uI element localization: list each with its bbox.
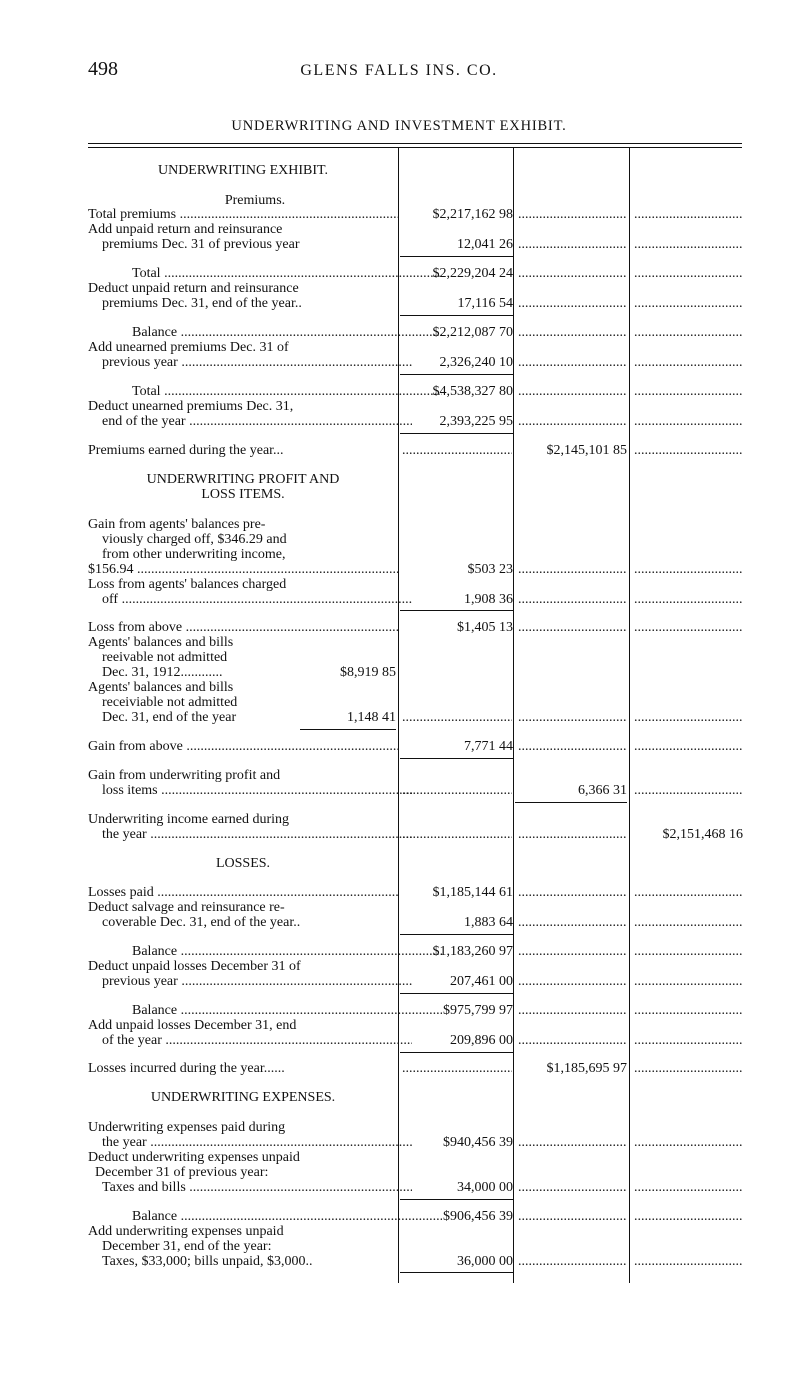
amount: $2,145,101 85 <box>546 443 627 458</box>
leader-dots <box>634 885 742 900</box>
line-label: Gain from above ..... <box>88 739 398 754</box>
amount: 2,326,240 10 <box>439 355 513 370</box>
line-label: Agents' balances and bills <box>88 635 234 650</box>
line-label: the year ..... <box>88 1135 412 1150</box>
leader-dots <box>634 207 742 222</box>
leader-dots <box>518 562 626 577</box>
leader-dots <box>634 620 742 635</box>
leader-dots <box>518 944 626 959</box>
line-label: Add unearned premiums Dec. 31 of <box>88 340 289 355</box>
sum-rule <box>400 433 513 434</box>
line-label: Deduct unearned premiums Dec. 31, <box>88 399 294 414</box>
line-label: December 31, end of the year: <box>102 1239 272 1254</box>
line-label: Total premiums ..... <box>88 207 398 222</box>
line-label: Premiums earned during the year... <box>88 443 284 458</box>
leader-dots <box>518 739 626 754</box>
amount: 7,771 44 <box>464 739 513 754</box>
amount: 34,000 00 <box>457 1180 513 1195</box>
leader-dots <box>518 355 626 370</box>
line-label: Balance ..... <box>88 325 442 340</box>
line-label: the year ..... <box>88 827 412 842</box>
line-label: Balance ..... <box>88 1209 442 1224</box>
sum-rule <box>400 256 513 257</box>
line-label: viously charged off, $346.29 and <box>102 532 287 547</box>
leader-dots <box>634 1254 742 1269</box>
leader-dots <box>402 827 512 842</box>
line-label: Loss from agents' balances charged <box>88 577 287 592</box>
top-double-rule <box>88 143 742 144</box>
section-heading-losses: LOSSES. <box>215 856 271 871</box>
section-heading-profit-loss-2: LOSS ITEMS. <box>201 487 285 502</box>
line-label: Deduct unpaid return and reinsurance <box>88 281 299 296</box>
amount: $1,405 13 <box>457 620 513 635</box>
leader-dots <box>518 1033 626 1048</box>
line-label: Add unpaid losses December 31, end <box>88 1018 297 1033</box>
line-label: Losses paid ..... <box>88 885 398 900</box>
sum-rule <box>400 993 513 994</box>
leader-dots <box>518 1135 626 1150</box>
amount: $1,185,695 97 <box>546 1061 627 1076</box>
sum-rule <box>400 1199 513 1200</box>
leader-dots <box>634 944 742 959</box>
leader-dots <box>518 414 626 429</box>
line-label: Deduct unpaid losses December 31 of <box>88 959 301 974</box>
leader-dots <box>518 827 626 842</box>
section-heading-expenses: UNDERWRITING EXPENSES. <box>150 1090 336 1105</box>
leader-dots <box>634 915 742 930</box>
amount: $2,151,468 16 <box>662 827 743 842</box>
top-double-rule-2 <box>88 147 742 148</box>
line-label: loss items ..... <box>88 783 412 798</box>
line-label: Balance ..... <box>88 1003 442 1018</box>
sum-rule <box>400 374 513 375</box>
amount: 6,366 31 <box>578 783 627 798</box>
page-number: 498 <box>88 58 118 80</box>
leader-dots <box>634 296 742 311</box>
sum-rule <box>300 729 396 730</box>
amount: $2,229,204 24 <box>432 266 513 281</box>
line-label: previous year ..... <box>88 974 412 989</box>
line-label: Taxes, $33,000; bills unpaid, $3,000.. <box>102 1254 313 1269</box>
leader-dots <box>634 355 742 370</box>
leader-dots <box>518 1180 626 1195</box>
line-label: Gain from underwriting profit and <box>88 768 281 783</box>
leader-dots <box>518 1254 626 1269</box>
line-label: Deduct salvage and reinsurance re- <box>88 900 285 915</box>
leader-dots <box>518 1003 626 1018</box>
sum-rule <box>400 758 513 759</box>
leader-dots <box>518 592 626 607</box>
line-label: Balance ..... <box>88 944 442 959</box>
running-head: GLENS FALLS INS. CO. <box>300 62 498 79</box>
leader-dots <box>402 443 512 458</box>
leader-dots <box>634 739 742 754</box>
section-heading-profit-loss: UNDERWRITING PROFIT AND <box>146 472 340 487</box>
amount: $1,183,260 97 <box>432 944 513 959</box>
line-label: Taxes and bills ..... <box>88 1180 412 1195</box>
amount: $503 23 <box>467 562 513 577</box>
line-label: Dec. 31, end of the year <box>102 710 237 725</box>
leader-dots <box>634 562 742 577</box>
leader-dots <box>634 1033 742 1048</box>
line-label: end of the year ..... <box>88 414 412 429</box>
amount: 36,000 00 <box>457 1254 513 1269</box>
leader-dots <box>518 1209 626 1224</box>
leader-dots <box>402 783 512 798</box>
line-label: from other underwriting income, <box>102 547 286 562</box>
line-label: Total ..... <box>88 384 442 399</box>
amount: 207,461 00 <box>450 974 513 989</box>
amount: $975,799 97 <box>443 1003 513 1018</box>
amount: $906,456 39 <box>443 1209 513 1224</box>
leader-dots <box>634 325 742 340</box>
leader-dots <box>518 325 626 340</box>
line-label: Total ..... <box>88 266 442 281</box>
sum-rule <box>400 1272 513 1273</box>
column-divider <box>513 148 514 1283</box>
leader-dots <box>402 1061 512 1076</box>
line-label: previous year ..... <box>88 355 412 370</box>
leader-dots <box>634 1135 742 1150</box>
sum-rule <box>400 934 513 935</box>
amount: $940,456 39 <box>443 1135 513 1150</box>
leader-dots <box>402 710 512 725</box>
line-label: of the year ..... <box>88 1033 412 1048</box>
leader-dots <box>518 915 626 930</box>
amount: 1,883 64 <box>464 915 513 930</box>
inner-amount: $8,919 85 <box>340 665 396 680</box>
leader-dots <box>518 266 626 281</box>
line-label: Dec. 31, 1912............ <box>102 665 223 680</box>
leader-dots <box>634 974 742 989</box>
amount: $2,217,162 98 <box>432 207 513 222</box>
sum-rule <box>400 315 513 316</box>
inner-amount: 1,148 41 <box>347 710 396 725</box>
leader-dots <box>518 296 626 311</box>
line-label: Gain from agents' balances pre- <box>88 517 266 532</box>
leader-dots <box>634 1003 742 1018</box>
line-label: premiums Dec. 31 of previous year <box>102 237 300 252</box>
leader-dots <box>518 885 626 900</box>
leader-dots <box>634 266 742 281</box>
line-label: premiums Dec. 31, end of the year.. <box>102 296 302 311</box>
leader-dots <box>634 384 742 399</box>
leader-dots <box>634 1061 742 1076</box>
leader-dots <box>634 1209 742 1224</box>
exhibit-title: UNDERWRITING AND INVESTMENT EXHIBIT. <box>231 118 567 134</box>
amount: $1,185,144 61 <box>432 885 513 900</box>
leader-dots <box>634 783 742 798</box>
amount: 209,896 00 <box>450 1033 513 1048</box>
amount: 12,041 26 <box>457 237 513 252</box>
line-label: Underwriting income earned during <box>88 812 289 827</box>
line-label: coverable Dec. 31, end of the year.. <box>102 915 301 930</box>
line-label: reeivable not admitted <box>102 650 228 665</box>
section-heading-underwriting: UNDERWRITING EXHIBIT. <box>157 163 329 178</box>
amount: $4,538,327 80 <box>432 384 513 399</box>
sum-rule <box>400 1052 513 1053</box>
amount: $2,212,087 70 <box>432 325 513 340</box>
leader-dots <box>634 710 742 725</box>
leader-dots <box>634 443 742 458</box>
line-label: Add unpaid return and reinsurance <box>88 222 283 237</box>
leader-dots <box>634 237 742 252</box>
leader-dots <box>518 974 626 989</box>
line-label: December 31 of previous year: <box>95 1165 269 1180</box>
leader-dots <box>518 207 626 222</box>
amount: 17,116 54 <box>457 296 513 311</box>
sum-rule <box>515 802 627 803</box>
leader-dots <box>634 1180 742 1195</box>
leader-dots <box>518 620 626 635</box>
line-label: off ..... <box>88 592 412 607</box>
sum-rule <box>400 610 513 611</box>
column-divider <box>629 148 630 1283</box>
line-label: Underwriting expenses paid during <box>88 1120 286 1135</box>
column-divider <box>398 148 399 1283</box>
line-label: receiviable not admitted <box>102 695 238 710</box>
leader-dots <box>518 237 626 252</box>
leader-dots <box>634 592 742 607</box>
line-label: Deduct underwriting expenses unpaid <box>88 1150 300 1165</box>
amount: 2,393,225 95 <box>439 414 513 429</box>
amount: 1,908 36 <box>464 592 513 607</box>
line-label: Loss from above ..... <box>88 620 398 635</box>
line-label: $156.94 ..... <box>88 562 398 577</box>
leader-dots <box>634 414 742 429</box>
line-label: Losses incurred during the year...... <box>88 1061 285 1076</box>
leader-dots <box>518 710 626 725</box>
subheading-premiums: Premiums. <box>224 193 286 208</box>
line-label: Agents' balances and bills <box>88 680 234 695</box>
leader-dots <box>518 384 626 399</box>
line-label: Add underwriting expenses unpaid <box>88 1224 284 1239</box>
